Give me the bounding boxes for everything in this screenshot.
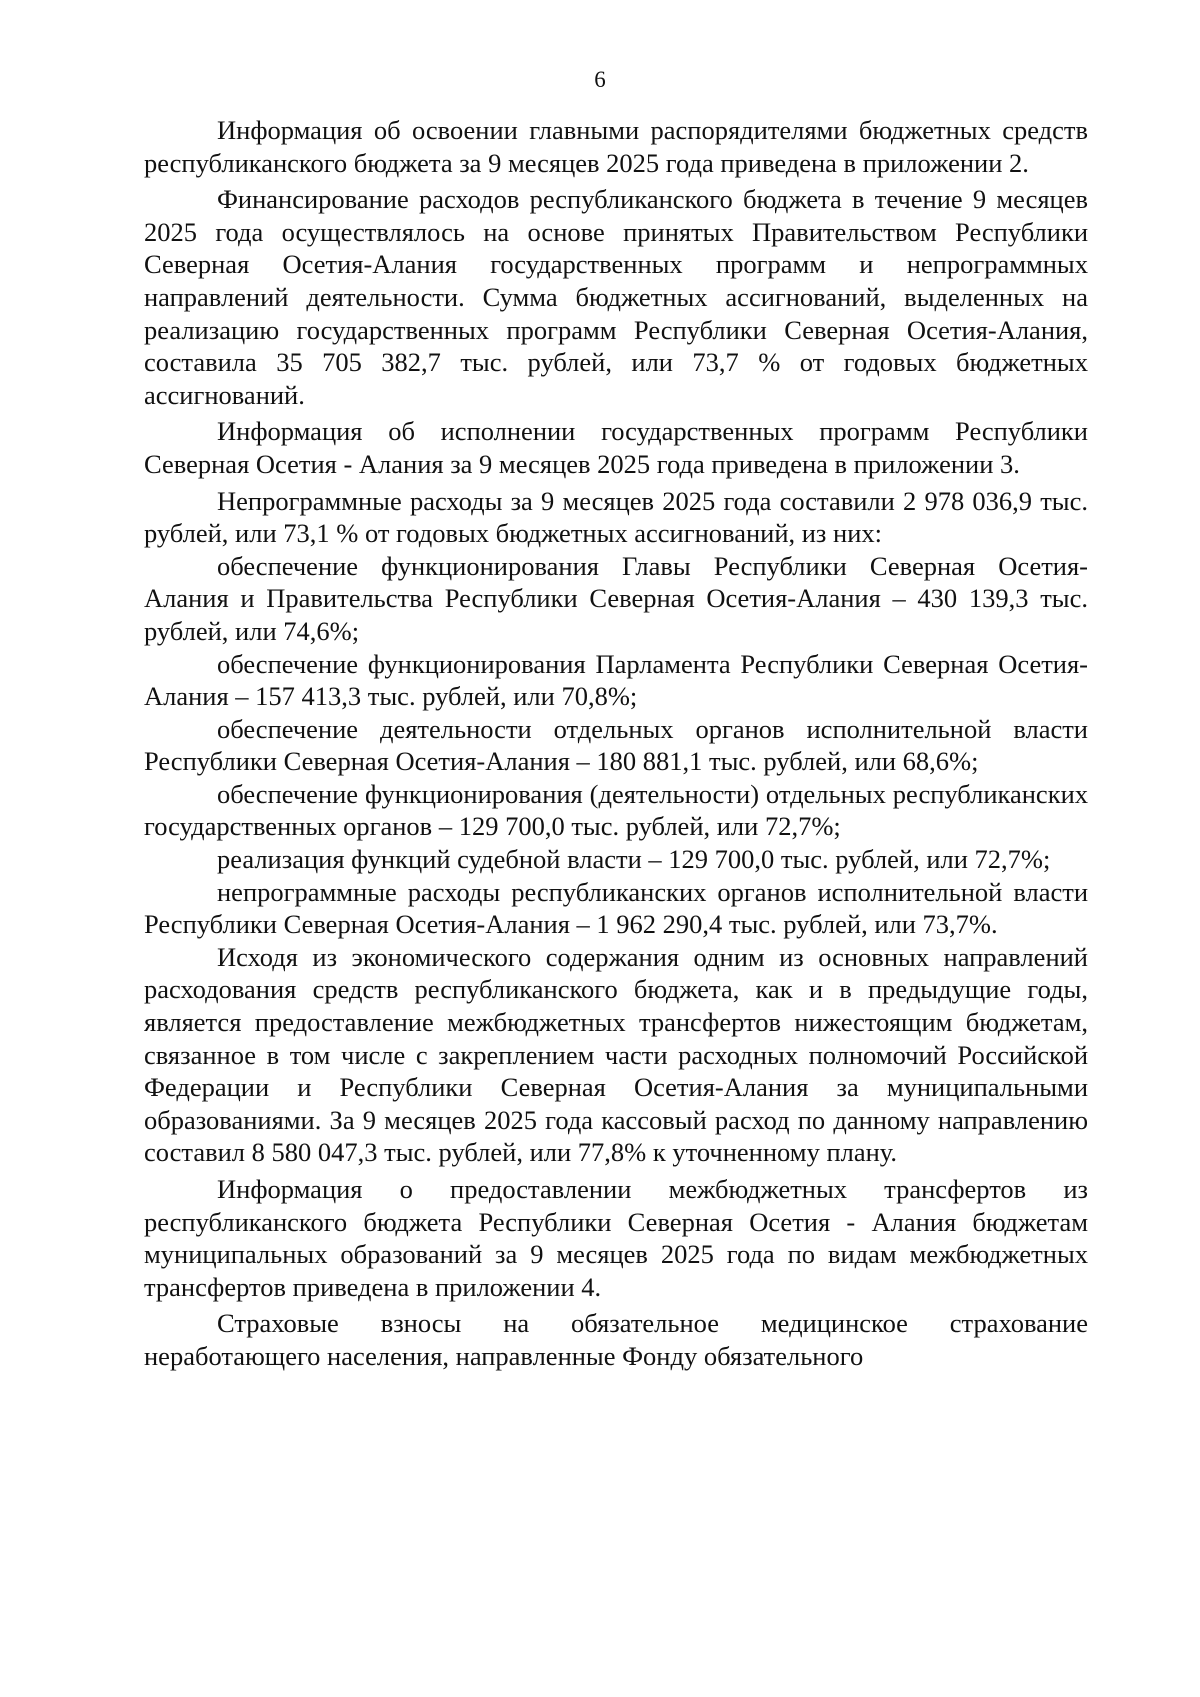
paragraph-interbudget-transfers: Исходя из экономического содержания одним из основных направлений расходования средств республиканского бюджета, как и в предыдущие годы, является предоставление межбюджетных трансфертов нижестоящим бюджетам, связанное в том числе с закреплением части расходных полномочий Российской Федерации и Республики Северная Осетия-Алания за муниципальными образованиями. За 9 месяцев 2025 года кассовый расход по данному направлению составил 8 580 047,3 тыс. рублей, или 77,8% к уточненному плану. <box>144 941 1088 1168</box>
list-item-executive-bodies: обеспечение деятельности отдельных органов исполнительной власти Республики Северная Осетия-Алания – 180 881,1 тыс. рублей, или 68,6%; <box>144 713 1088 777</box>
paragraph-insurance-contributions: Страховые взносы на обязательное медицинское страхование неработающего населения, направленные Фонду обязательного <box>144 1308 1088 1371</box>
document-body <box>144 114 1088 1377</box>
paragraph-financing-programs: Финансирование расходов республиканского бюджета в течение 9 месяцев 2025 года осуществлялось на основе принятых Правительством Республики Северная Осетия-Алания государственных программ и непрограммных направлений деятельности. Сумма бюджетных ассигнований, выделенных на реализацию государственных программ Республики Северная Осетия-Алания, составила 35 705 382,7 тыс. рублей, или 73,7 % от годовых бюджетных ассигнований. <box>144 184 1088 410</box>
paragraph-non-program-expenses: Непрограммные расходы за 9 месяцев 2025 года составили 2 978 036,9 тыс. рублей, или 73,1 % от годовых бюджетных ассигнований, из них: <box>144 485 1088 549</box>
paragraph-budget-managers-info: Информация об освоении главными распорядителями бюджетных средств республиканского бюджета за 9 месяцев 2025 года приведена в приложении 2. <box>144 115 1088 178</box>
list-item-state-bodies: обеспечение функционирования (деятельности) отдельных республиканских государственных органов – 129 700,0 тыс. рублей, или 72,7%; <box>144 778 1088 842</box>
list-item-parliament: обеспечение функционирования Парламента Республики Северная Осетия-Алания – 157 413,3 тыс. рублей, или 70,8%; <box>144 648 1088 712</box>
list-item-non-program-executive: непрограммные расходы республиканских органов исполнительной власти Республики Северная Осетия-Алания – 1 962 290,4 тыс. рублей, или 73,7%. <box>144 876 1088 940</box>
list-item-judicial-power: реализация функций судебной власти – 129 700,0 тыс. рублей, или 72,7%; <box>217 844 1051 875</box>
paragraph-transfers-info: Информация о предоставлении межбюджетных трансфертов из республиканского бюджета Республики Северная Осетия - Алания бюджетам муниципальных образований за 9 месяцев 2025 года по видам межбюджетных трансфертов приведена в приложении 4. <box>144 1174 1088 1302</box>
paragraph-programs-execution-info: Информация об исполнении государственных программ Республики Северная Осетия - Алания за 9 месяцев 2025 года приведена в приложении 3. <box>144 416 1088 479</box>
list-item-head-government: обеспечение функционирования Главы Республики Северная Осетия-Алания и Правительства Республики Северная Осетия-Алания – 430 139,3 тыс. рублей, или 74,6%; <box>144 550 1088 646</box>
page-number: 6 <box>594 67 606 92</box>
